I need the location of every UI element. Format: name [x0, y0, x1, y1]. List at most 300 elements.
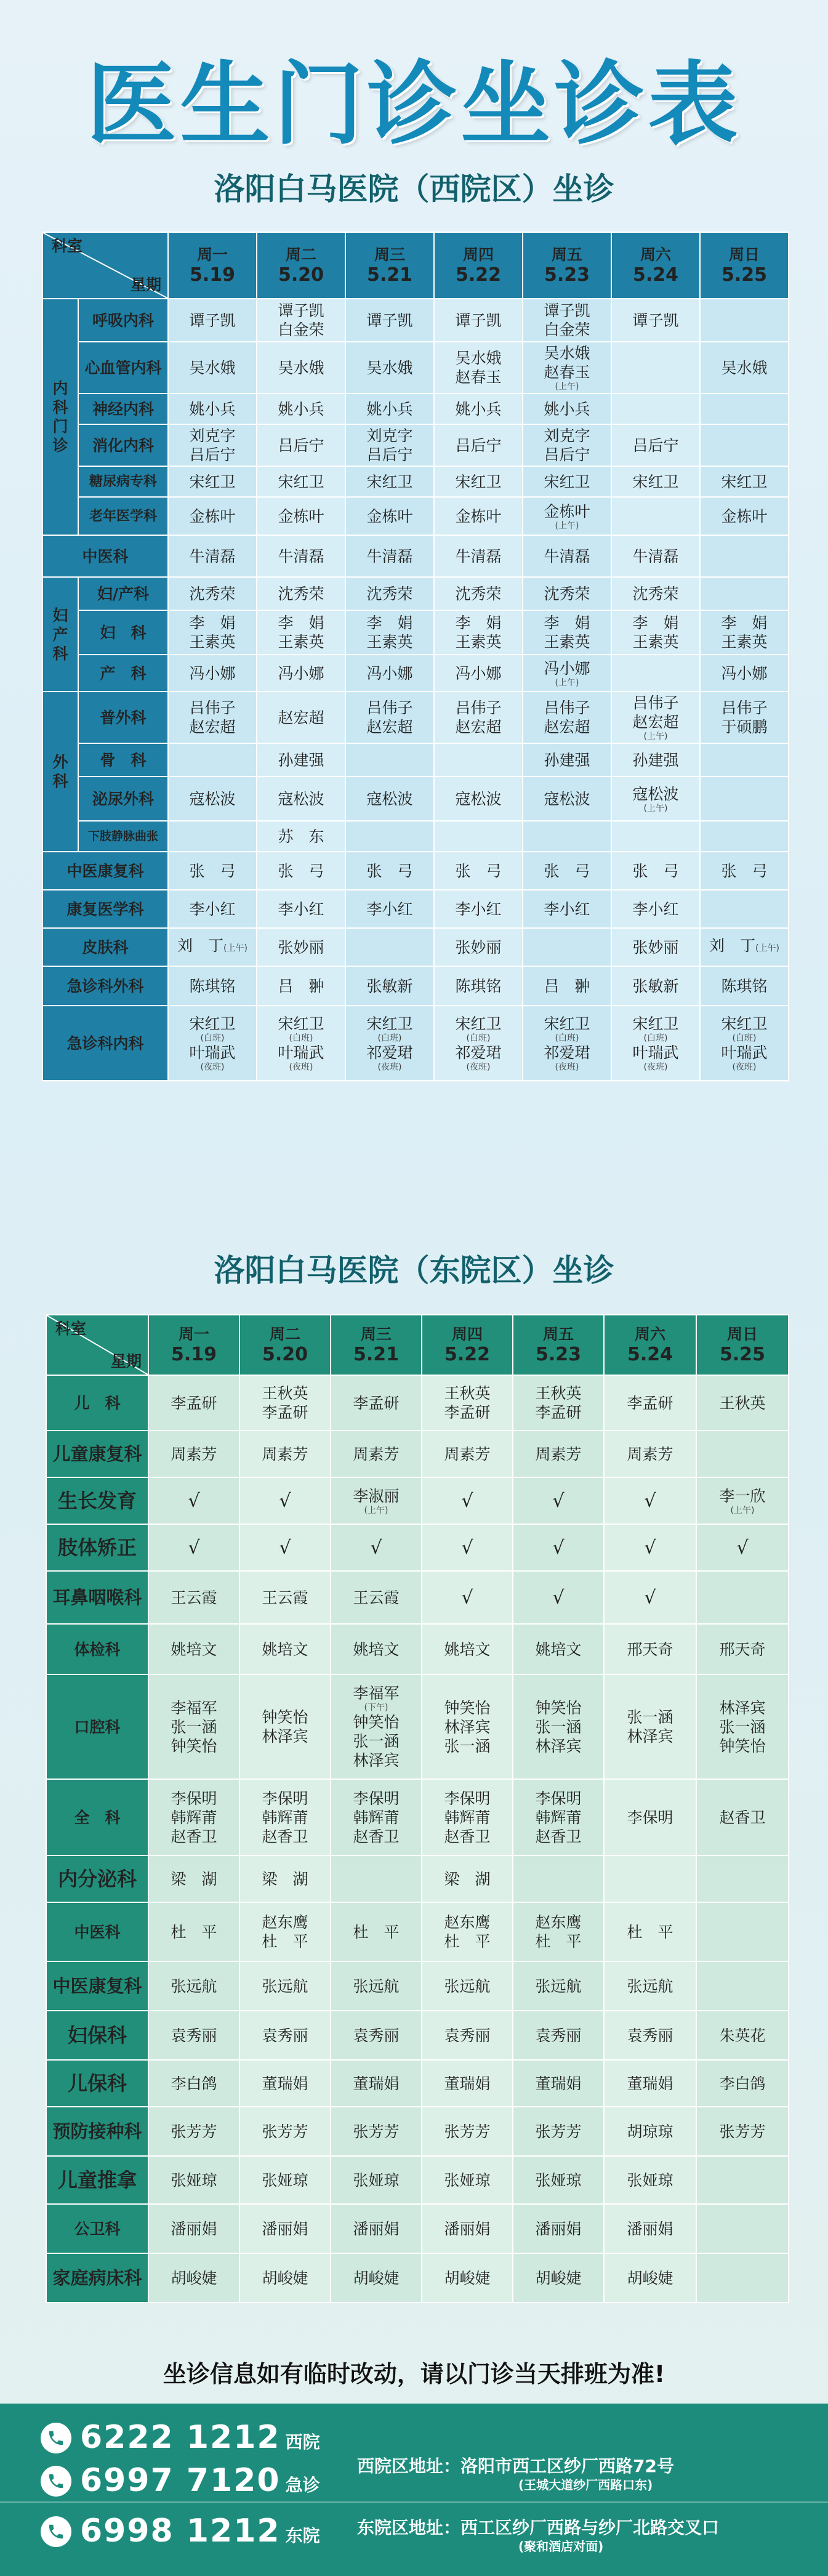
west-address: 西院区地址：洛阳市西工区纱厂西路72号 (王城大道纱厂西路口东): [357, 2456, 674, 2492]
doctor-name: 赵宏超: [278, 708, 324, 727]
table-row: [46, 1902, 789, 1961]
doctor-name: 吕伟子: [189, 699, 236, 717]
doctor-name: 宋红卫: [721, 1015, 768, 1033]
schedule-cell: [239, 2253, 331, 2303]
dept-label: 内分泌科: [46, 1855, 148, 1902]
dept-label: 康复医学科: [42, 890, 168, 928]
schedule-cell: [611, 394, 700, 424]
schedule-cell: [331, 2011, 422, 2060]
doctor-name: 张 弓: [721, 862, 768, 880]
shift-note: (上午): [364, 1505, 388, 1516]
schedule-cell: [604, 1477, 696, 1524]
schedule-cell: [611, 655, 700, 692]
doctor-name: 张一涵: [444, 1737, 491, 1755]
doctor-name: 董瑞娟: [353, 2074, 400, 2093]
dept-label: 妇 科: [78, 610, 168, 655]
schedule-cell: [239, 2204, 331, 2253]
schedule-cell: [696, 2204, 789, 2253]
doctor-name: 赵东鹰: [535, 1913, 582, 1931]
doctor-name: 宋红卫: [721, 472, 768, 491]
table-row: [46, 1477, 789, 1524]
schedule-cell: [257, 852, 345, 890]
schedule-cell: [434, 577, 523, 610]
schedule-cell: [148, 1779, 239, 1855]
doctor-name: 祁爱珺: [544, 1044, 590, 1062]
schedule-cell: [434, 692, 523, 743]
doctor-name: 姚小兵: [189, 400, 236, 418]
doctor-name: 杜 平: [535, 1932, 582, 1950]
dept-label: 生长发育: [46, 1477, 148, 1524]
schedule-cell: [345, 928, 434, 966]
shift-note: (白班): [466, 1033, 491, 1043]
schedule-cell: [148, 1674, 239, 1779]
schedule-cell: [523, 890, 611, 928]
schedule-cell: [700, 610, 789, 655]
schedule-cell: [331, 2060, 422, 2107]
schedule-cell: [168, 890, 257, 928]
schedule-cell: [257, 610, 345, 655]
schedule-cell: [257, 424, 345, 466]
schedule-cell: [168, 966, 257, 1006]
shift-note: (上午): [643, 803, 668, 814]
doctor-name: 王云霞: [262, 1588, 308, 1607]
table-row: [42, 1006, 789, 1081]
schedule-cell: [523, 852, 611, 890]
schedule-cell: [345, 692, 434, 743]
doctor-name: 刘克字: [366, 427, 413, 445]
shift-note: (白班): [732, 1033, 757, 1043]
doctor-name: 张一涵: [171, 1718, 217, 1736]
dept-label: 中医康复科: [42, 852, 168, 890]
schedule-cell: [257, 577, 345, 610]
doctor-name: 梁 湖: [262, 1870, 308, 1888]
schedule-cell: [700, 497, 789, 535]
day-header: 周日 5.25: [700, 232, 789, 299]
doctor-name: 李 娟: [632, 614, 679, 632]
check-mark: √: [552, 1490, 565, 1512]
doctor-name: 张远航: [353, 1977, 400, 1995]
shift-note: (夜班): [555, 1062, 579, 1072]
schedule-cell: [513, 1855, 604, 1902]
doctor-name: 吕后宁: [366, 446, 413, 464]
schedule-cell: [523, 342, 611, 394]
doctor-name: 赵春玉: [544, 363, 590, 381]
schedule-cell: [696, 1902, 789, 1961]
doctor-name: 宋红卫: [189, 1015, 236, 1033]
doctor-name: 陈琪铭: [455, 977, 502, 995]
doctor-name: 张芳芳: [535, 2122, 582, 2141]
doctor-name: 杜 平: [171, 1923, 217, 1941]
doctor-name: 董瑞娟: [444, 2074, 491, 2093]
doctor-name: 周素芳: [627, 1445, 673, 1463]
schedule-cell: [434, 535, 523, 577]
doctor-name: 邢天奇: [627, 1640, 673, 1658]
doctor-name: 李福军: [353, 1684, 400, 1702]
check-mark: √: [644, 1490, 656, 1512]
doctor-name: 宋红卫: [455, 1015, 502, 1033]
doctor-name: 寇松波: [278, 789, 324, 808]
schedule-cell: [422, 1902, 513, 1961]
doctor-name: 吕伟子: [366, 699, 413, 717]
schedule-cell: [257, 342, 345, 394]
table-row: [42, 966, 789, 1006]
schedule-cell: [148, 1375, 239, 1431]
check-mark: √: [461, 1586, 473, 1609]
doctor-name: 董瑞娟: [627, 2074, 673, 2093]
doctor-name: 张娅琼: [171, 2171, 217, 2189]
doctor-name: 周素芳: [444, 1445, 491, 1463]
schedule-cell: [604, 1431, 696, 1477]
doctor-name: 张娅琼: [353, 2171, 400, 2189]
doctor-name: 潘丽娟: [535, 2219, 582, 2238]
schedule-cell: [700, 535, 789, 577]
doctor-name: 张一涵: [719, 1718, 766, 1736]
west-campus-subtitle: 洛阳白马医院（西院区）坐诊: [214, 171, 614, 207]
doctor-name: 袁秀丽: [262, 2026, 308, 2045]
day-header: 周四 5.22: [434, 232, 523, 299]
schedule-cell: [345, 1006, 434, 1081]
corner-dept-label: 科室: [55, 1320, 87, 1338]
doctor-name: 李保明: [353, 1789, 400, 1807]
doctor-name: 李保明: [627, 1808, 673, 1827]
schedule-cell: [239, 2156, 331, 2204]
doctor-name: 寇松波: [632, 785, 679, 803]
day-header: 周五 5.23: [513, 1315, 604, 1375]
schedule-cell: [148, 1624, 239, 1674]
doctor-name: 王素英: [278, 633, 324, 651]
doctor-name: 赵香卫: [719, 1808, 766, 1827]
schedule-cell: [345, 577, 434, 610]
west-schedule-table: [42, 232, 789, 1081]
doctor-name: 吕伟子: [632, 694, 679, 712]
doctor-name: 姚培文: [444, 1640, 491, 1658]
schedule-cell: [239, 1855, 331, 1902]
doctor-name: 张一涵: [627, 1708, 673, 1726]
schedule-cell: [345, 394, 434, 424]
schedule-cell: [513, 1431, 604, 1477]
doctor-name: 白金荣: [278, 321, 324, 339]
doctor-name: 钟笑怡: [719, 1737, 766, 1755]
schedule-cell: [611, 743, 700, 777]
schedule-cell: [345, 610, 434, 655]
doctor-name: 杜 平: [262, 1932, 308, 1950]
schedule-cell: [604, 2060, 696, 2107]
doctor-name: 吕伟子: [721, 699, 768, 717]
schedule-cell: [422, 2011, 513, 2060]
table-row: [46, 1624, 789, 1674]
doctor-name: 周素芳: [262, 1445, 308, 1463]
doctor-name: 李白鸽: [719, 2074, 766, 2093]
doctor-name: 赵香卫: [353, 1827, 400, 1846]
table-row: [46, 1571, 789, 1624]
doctor-name: 王云霞: [353, 1588, 400, 1607]
check-mark: √: [461, 1490, 473, 1512]
doctor-name: 金栋叶: [366, 507, 413, 525]
schedule-cell: [422, 1779, 513, 1855]
dept-group-waike: 外 科: [42, 692, 78, 852]
day-header: 周六 5.24: [604, 1315, 696, 1375]
doctor-name: 牛清磊: [632, 547, 679, 565]
doctor-name: 寇松波: [544, 789, 590, 808]
doctor-name: 王素英: [544, 633, 590, 651]
doctor-name: 袁秀丽: [627, 2026, 673, 2045]
schedule-cell: [523, 743, 611, 777]
doctor-name: 孙建强: [632, 751, 679, 769]
table-row: [42, 299, 789, 342]
doctor-name: 金栋叶: [544, 502, 590, 520]
schedule-cell: [513, 1902, 604, 1961]
shift-note: (上午): [555, 382, 579, 392]
schedule-cell: [611, 535, 700, 577]
day-header: 周一 5.19: [168, 232, 257, 299]
doctor-name: 李小红: [366, 900, 413, 918]
doctor-name: 叶瑞武: [189, 1044, 236, 1062]
doctor-name: 张妙丽: [278, 938, 324, 956]
doctor-name: 谭子凯: [189, 311, 236, 329]
doctor-name: 张 弓: [366, 862, 413, 880]
check-mark: √: [552, 1586, 565, 1609]
schedule-cell: [611, 928, 700, 966]
doctor-name: 王云霞: [171, 1588, 217, 1607]
schedule-cell: [422, 1961, 513, 2011]
schedule-cell: [345, 466, 434, 497]
doctor-name: 宋红卫: [632, 472, 679, 491]
schedule-cell: [168, 466, 257, 497]
doctor-name: 谭子凯: [632, 311, 679, 329]
doctor-name: 吴水娥: [455, 349, 502, 367]
doctor-name: 李 娟: [189, 614, 236, 632]
doctor-name: 宋红卫: [366, 1015, 413, 1033]
dept-label: 泌尿外科: [78, 777, 168, 821]
table-row: [42, 821, 789, 852]
doctor-name: 赵东鹰: [444, 1913, 491, 1931]
schedule-cell: [257, 466, 345, 497]
doctor-name: 赵香卫: [262, 1827, 308, 1846]
schedule-cell: [523, 777, 611, 821]
schedule-cell: [257, 821, 345, 852]
schedule-cell: [148, 2156, 239, 2204]
doctor-name: 宋红卫: [366, 472, 413, 491]
schedule-cell: [523, 535, 611, 577]
doctor-name: 潘丽娟: [627, 2219, 673, 2238]
schedule-cell: [168, 655, 257, 692]
schedule-cell: [239, 1375, 331, 1431]
doctor-name: 张芳芳: [262, 2122, 308, 2141]
doctor-name: 林泽宾: [262, 1727, 308, 1745]
schedule-cell: [604, 1674, 696, 1779]
doctor-name: 张敏新: [366, 977, 413, 995]
doctor-name: 牛清磊: [189, 547, 236, 565]
doctor-name: 金栋叶: [278, 507, 324, 525]
day-header: 周二 5.20: [257, 232, 345, 299]
doctor-name: 李 娟: [455, 614, 502, 632]
schedule-cell: [239, 1902, 331, 1961]
doctor-name: 吕后宁: [189, 446, 236, 464]
table-row: [46, 2011, 789, 2060]
doctor-name: 赵春玉: [455, 368, 502, 386]
doctor-name: 李孟研: [171, 1394, 217, 1412]
day-header: 周一 5.19: [148, 1315, 239, 1375]
table-row: [46, 1524, 789, 1571]
table-row: [42, 928, 789, 966]
phone-icon: [41, 2423, 71, 2453]
schedule-cell: [239, 1431, 331, 1477]
shift-note: (上午): [643, 732, 668, 741]
check-mark: √: [736, 1536, 749, 1559]
table-corner: [46, 1315, 148, 1375]
schedule-cell: [604, 1571, 696, 1624]
schedule-cell: [434, 743, 523, 777]
doctor-name: 宋红卫: [455, 472, 502, 491]
doctor-name: 赵香卫: [444, 1827, 491, 1846]
doctor-name: 谭子凯: [544, 302, 590, 320]
doctor-name: 吴水娥: [366, 358, 413, 377]
schedule-cell: [700, 692, 789, 743]
schedule-cell: [696, 2060, 789, 2107]
schedule-cell: [611, 777, 700, 821]
doctor-name: 叶瑞武: [721, 1044, 768, 1062]
schedule-cell: [611, 497, 700, 535]
schedule-cell: [168, 342, 257, 394]
schedule-cell: [345, 821, 434, 852]
schedule-cell: [604, 2156, 696, 2204]
schedule-cell: [331, 2156, 422, 2204]
doctor-name: 张 弓: [455, 862, 502, 880]
schedule-cell: [700, 928, 789, 966]
doctor-name: 孙建强: [544, 751, 590, 769]
table-row: [42, 743, 789, 777]
doctor-name: 姚小兵: [455, 400, 502, 418]
schedule-cell: [434, 497, 523, 535]
doctor-name: 钟笑怡: [444, 1698, 491, 1717]
schedule-cell: [168, 1006, 257, 1081]
doctor-name: 宋红卫: [278, 472, 324, 491]
east-campus-subtitle: 洛阳白马医院（东院区）坐诊: [214, 1253, 614, 1288]
doctor-name: 张妙丽: [455, 938, 502, 956]
doctor-name: 王秋英: [535, 1384, 582, 1402]
doctor-name: 李保明: [444, 1789, 491, 1807]
doctor-name: 张一涵: [535, 1718, 582, 1736]
phone-west[interactable]: 6222 1212 西院: [80, 2419, 320, 2461]
doctor-name: 李孟研: [262, 1403, 308, 1421]
doctor-name: 韩辉莆: [535, 1808, 582, 1827]
schedule-cell: [523, 928, 611, 966]
schedule-cell: [422, 1571, 513, 1624]
table-row: [42, 577, 789, 610]
doctor-name: 李白鸽: [171, 2074, 217, 2093]
table-row: [46, 2156, 789, 2204]
schedule-cell: [148, 1961, 239, 2011]
schedule-cell: [604, 1779, 696, 1855]
phone-east[interactable]: 6998 1212 东院: [80, 2513, 320, 2554]
schedule-cell: [168, 821, 257, 852]
doctor-name: 冯小娜: [366, 664, 413, 682]
dept-label: 消化内科: [78, 424, 168, 466]
schedule-cell: [696, 1961, 789, 2011]
doctor-name: 吕 翀: [544, 977, 590, 995]
schedule-cell: [513, 1961, 604, 2011]
schedule-cell: [513, 2011, 604, 2060]
schedule-cell: [257, 777, 345, 821]
schedule-cell: [257, 743, 345, 777]
schedule-cell: [523, 1006, 611, 1081]
schedule-cell: [168, 743, 257, 777]
doctor-name: 潘丽娟: [171, 2219, 217, 2238]
schedule-cell: [700, 743, 789, 777]
doctor-name: 王秋英: [262, 1384, 308, 1402]
schedule-cell: [700, 342, 789, 394]
schedule-cell: [604, 1624, 696, 1674]
schedule-cell: [523, 821, 611, 852]
day-header: 周日 5.25: [696, 1315, 789, 1375]
schedule-cell: [604, 2011, 696, 2060]
schedule-cell: [257, 497, 345, 535]
schedule-cell: [696, 2253, 789, 2303]
phone-emergency[interactable]: 6997 7120 急诊: [80, 2462, 320, 2504]
doctor-name: 李小红: [544, 900, 590, 918]
schedule-cell: [331, 1779, 422, 1855]
schedule-cell: [148, 2011, 239, 2060]
doctor-name: 胡琼琼: [627, 2122, 673, 2141]
dept-group-fuchan: 妇 产 科: [42, 577, 78, 692]
schedule-cell: [604, 1902, 696, 1961]
schedule-cell: [611, 890, 700, 928]
doctor-name: 姚培文: [262, 1640, 308, 1658]
schedule-cell: [257, 692, 345, 743]
doctor-name: 李小红: [455, 900, 502, 918]
schedule-cell: [239, 2060, 331, 2107]
schedule-cell: [422, 2107, 513, 2156]
dept-label: 急诊科外科: [42, 966, 168, 1006]
doctor-name: 赵宏超: [544, 718, 590, 736]
doctor-name: 于硕鹏: [721, 718, 768, 736]
doctor-name: 姚小兵: [278, 400, 324, 418]
doctor-name: 冯小娜: [278, 664, 324, 682]
doctor-name: 陈琪铭: [189, 977, 236, 995]
doctor-name: 李孟研: [444, 1403, 491, 1421]
corner-dept-label: 科室: [52, 237, 83, 255]
doctor-name: 姚培文: [353, 1640, 400, 1658]
schedule-cell: [523, 497, 611, 535]
schedule-cell: [168, 535, 257, 577]
schedule-cell: [345, 655, 434, 692]
doctor-name: 韩辉莆: [444, 1808, 491, 1827]
doctor-name: 潘丽娟: [444, 2219, 491, 2238]
doctor-name: 林泽宾: [627, 1727, 673, 1745]
doctor-name: 姚小兵: [544, 400, 590, 418]
check-mark: √: [644, 1536, 656, 1559]
doctor-name: 赵香卫: [535, 1827, 582, 1846]
schedule-cell: [611, 1006, 700, 1081]
shift-note: (白班): [200, 1033, 225, 1043]
doctor-name: 胡峻婕: [444, 2269, 491, 2287]
doctor-name: 王秋英: [719, 1394, 766, 1412]
schedule-cell: [148, 2060, 239, 2107]
doctor-name: 杜 平: [627, 1923, 673, 1941]
day-header: 周三 5.21: [345, 232, 434, 299]
doctor-name: 王素英: [189, 633, 236, 651]
east-schedule-table: [46, 1314, 789, 2303]
schedule-cell: [331, 1902, 422, 1961]
doctor-name: 李小红: [632, 900, 679, 918]
schedule-cell: [331, 1855, 422, 1902]
doctor-name: 钟笑怡: [171, 1737, 217, 1755]
schedule-cell: [523, 966, 611, 1006]
dept-label: 耳鼻咽喉科: [46, 1571, 148, 1624]
schedule-cell: [523, 577, 611, 610]
doctor-name: 李孟研: [353, 1394, 400, 1412]
doctor-name: 谭子凯: [366, 311, 413, 329]
